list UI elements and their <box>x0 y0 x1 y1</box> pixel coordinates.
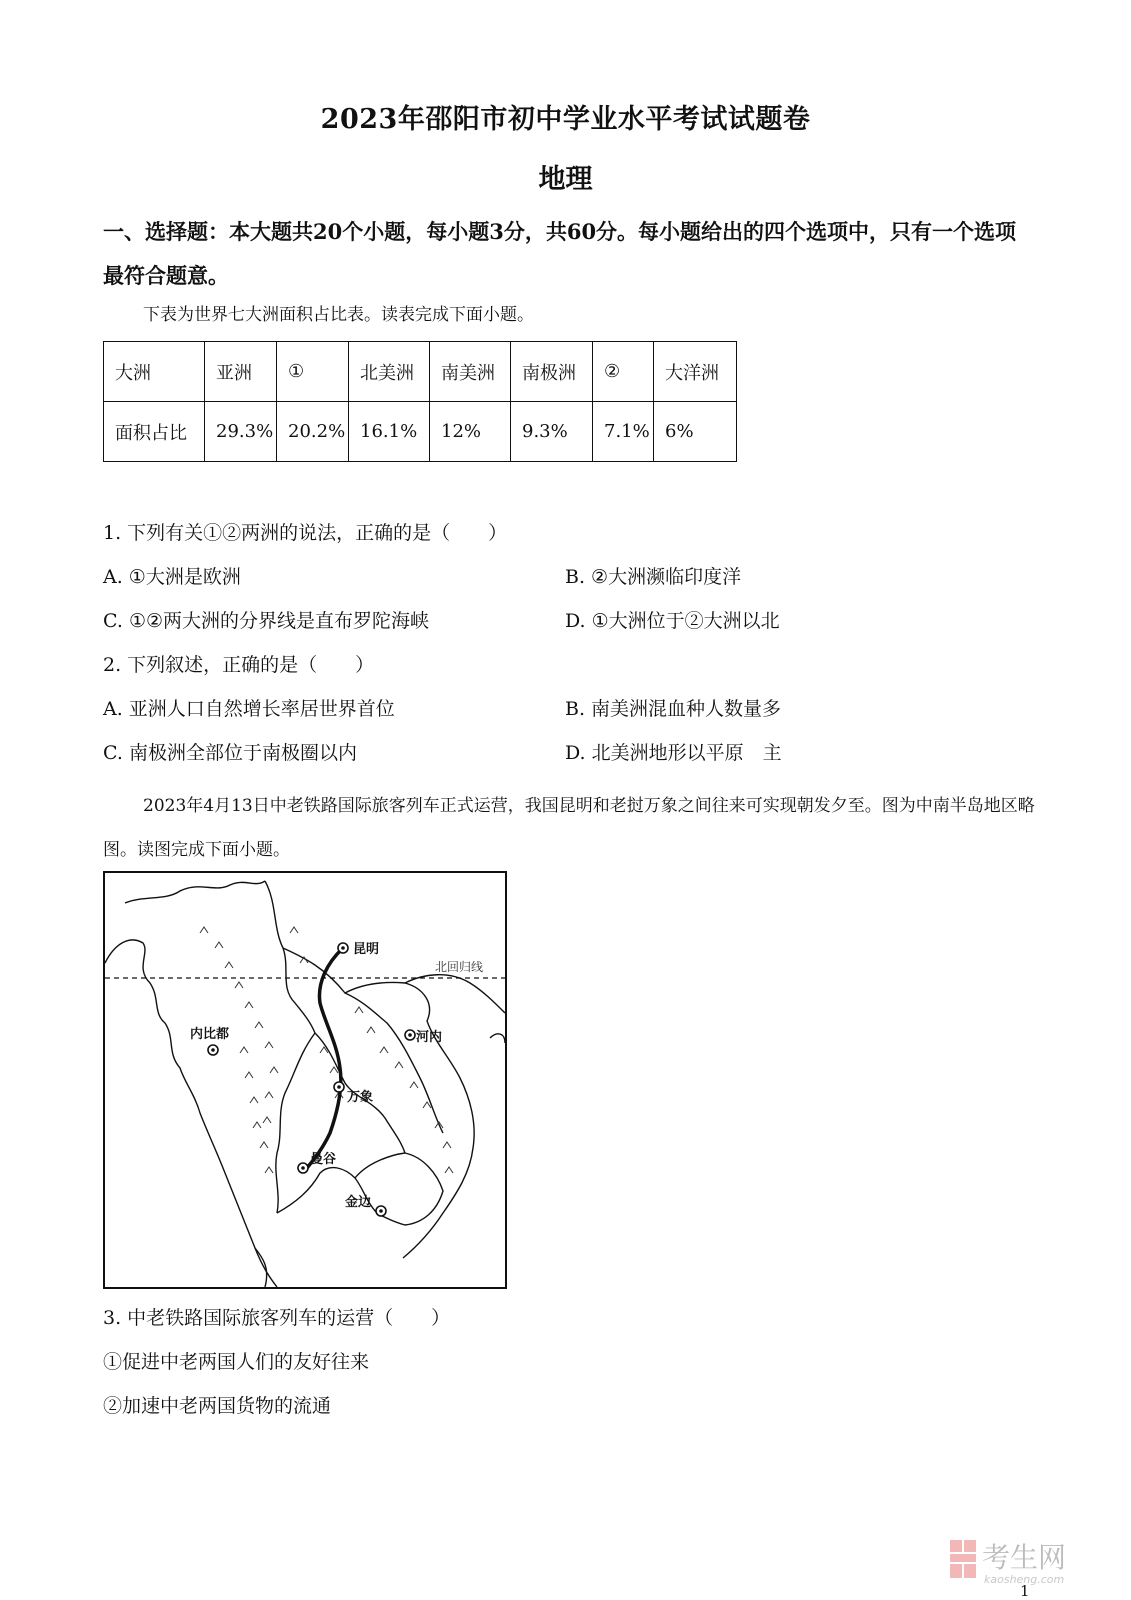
question-1-stem: 1. 下列有关①②两洲的说法，正确的是（ ） <box>103 522 508 544</box>
label-kunming: 昆明 <box>353 942 380 957</box>
table-cell: 20.2% <box>277 402 349 462</box>
table-cell: ① <box>277 342 349 402</box>
section-heading: 一、选择题：本大题共20个小题，每小题3分，共60分。每小题给出的四个选项中，只有一个选项最符合题意。 <box>103 219 1017 288</box>
table-cell: 大洲 <box>104 342 205 402</box>
question-1-option-d[interactable]: D. ①大洲位于②大洲以北 <box>565 610 780 632</box>
label-phnompenh: 金边 <box>345 1195 372 1210</box>
indochina-map <box>103 871 507 1289</box>
question-2-option-d[interactable]: D. 北美洲地形以平原 主 <box>565 742 782 764</box>
table-cell: 29.3% <box>205 402 277 462</box>
continent-area-table <box>103 341 737 462</box>
label-naypyidaw: 内比都 <box>190 1027 230 1042</box>
question-3-statement-2: ②加速中老两国货物的流通 <box>103 1395 332 1417</box>
question-1-option-c[interactable]: C. ①②两大洲的分界线是直布罗陀海峡 <box>103 610 430 632</box>
question-1-option-b[interactable]: B. ②大洲濒临印度洋 <box>565 566 742 588</box>
table-cell: ② <box>593 342 654 402</box>
label-bangkok: 曼谷 <box>310 1152 337 1167</box>
table-cell: 亚洲 <box>205 342 277 402</box>
question-3-statement-1: ①促进中老两国人们的友好往来 <box>103 1351 370 1373</box>
question-2-option-c[interactable]: C. 南极洲全部位于南极圈以内 <box>103 742 357 764</box>
table-cell: 南美洲 <box>430 342 511 402</box>
kaosheng-watermark <box>948 1535 1118 1590</box>
table-cell: 16.1% <box>349 402 430 462</box>
table-header-row <box>104 342 737 402</box>
label-vientiane: 万象 <box>347 1090 374 1105</box>
map-graphic <box>105 873 505 1287</box>
label-hanoi: 河内 <box>416 1030 443 1045</box>
label-tropic: 北回归线 <box>435 960 484 974</box>
table-cell: 12% <box>430 402 511 462</box>
table-intro: 下表为世界七大洲面积占比表。读表完成下面小题。 <box>143 305 534 325</box>
table-cell: 7.1% <box>593 402 654 462</box>
table-data-row <box>104 402 737 462</box>
page-number: 1 <box>1020 1582 1030 1600</box>
question-2-stem: 2. 下列叙述，正确的是（ ） <box>103 654 375 676</box>
railway-line <box>307 948 343 1168</box>
map-intro: 2023年4月13日中老铁路国际旅客列车正式运营，我国昆明和老挝万象之间往来可实现朝发夕至。图为中南半岛地区略图。读图完成下面小题。 <box>103 796 1035 860</box>
table-cell: 6% <box>654 402 737 462</box>
table-cell: 面积占比 <box>104 402 205 462</box>
table-cell: 大洋洲 <box>654 342 737 402</box>
svg-text:考生网: 考生网 <box>982 1541 1067 1574</box>
question-3-stem: 3. 中老铁路国际旅客列车的运营（ ） <box>103 1307 451 1329</box>
kaosheng-logo-icon <box>948 1535 1118 1590</box>
subject-title: 地理 <box>538 164 593 195</box>
question-2-option-b[interactable]: B. 南美洲混血种人数量多 <box>565 698 782 720</box>
svg-text:kaosheng.com: kaosheng.com <box>984 1573 1065 1586</box>
table-cell: 南极洲 <box>511 342 593 402</box>
table-cell: 北美洲 <box>349 342 430 402</box>
table-cell: 9.3% <box>511 402 593 462</box>
question-1-option-a[interactable]: A. ①大洲是欧洲 <box>103 566 241 588</box>
exam-title: 2023年邵阳市初中学业水平考试试题卷 <box>320 104 811 135</box>
question-2-option-a[interactable]: A. 亚洲人口自然增长率居世界首位 <box>103 698 395 720</box>
